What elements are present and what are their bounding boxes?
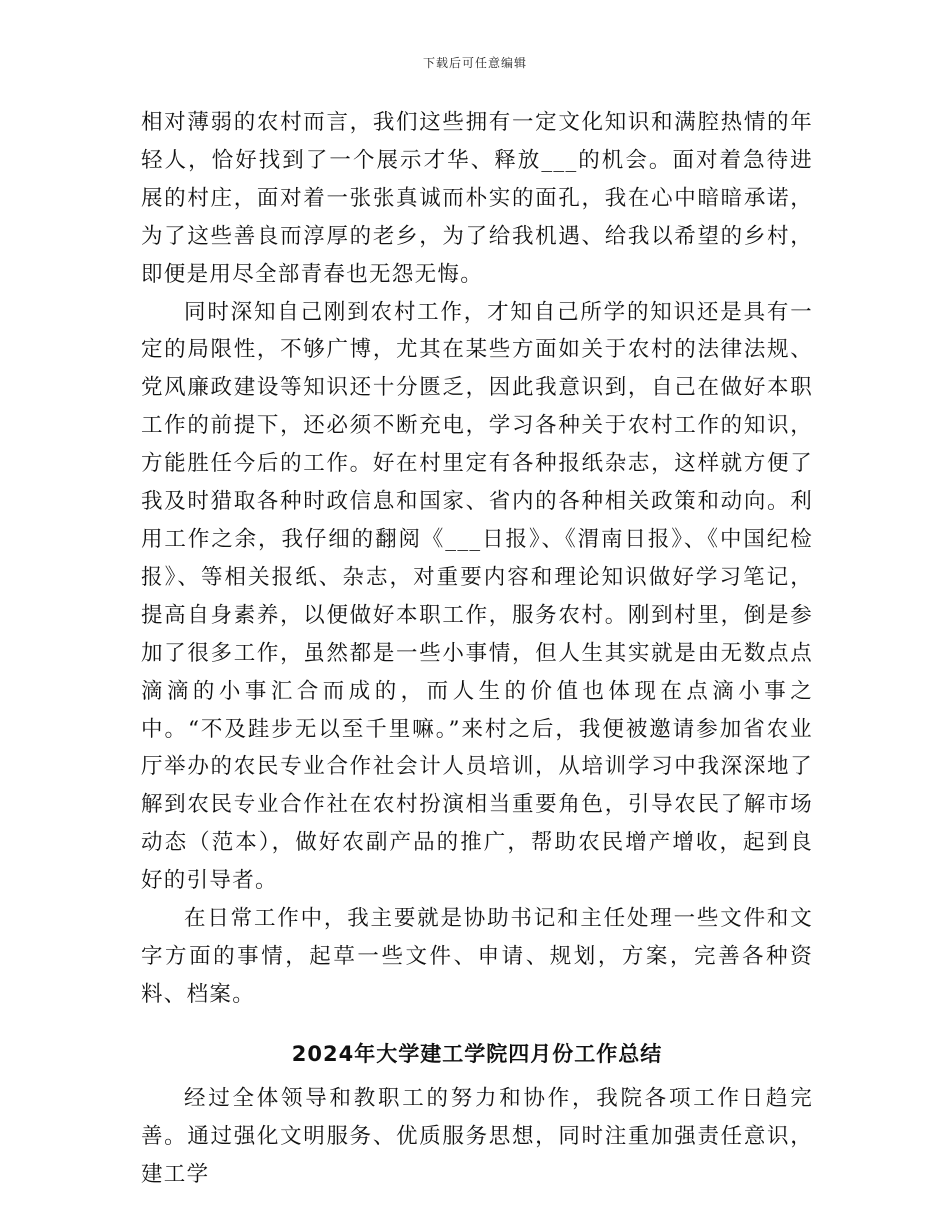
- paragraph-daily-work: 在日常工作中，我主要就是协助书记和主任处理一些文件和文字方面的事情，起草一些文件、申请、规划，方案，完善各种资料、档案。: [141, 906, 813, 1007]
- paragraph-continuation: 相对薄弱的农村而言，我们这些拥有一定文化知识和满腔热情的年轻人，恰好找到了一个展示才华、释放___的机会。面对着急待进展的村庄，面对着一张张真诚而朴实的面孔，我在心中暗暗承诺，为了这些善良而淳厚的老乡，为了给我机遇、给我以希望的乡村，即便是用尽全部青春也无怨无悔。: [141, 110, 813, 287]
- document-body: [141, 104, 813, 1193]
- paragraph-section-intro: 经过全体领导和教职工的努力和协作，我院各项工作日趋完善。通过强化文明服务、优质服务思想，同时注重加强责任意识，建工学: [141, 1085, 813, 1187]
- page-header-note: 下载后可任意编辑: [422, 56, 527, 70]
- section-title: 2024年大学建工学院四月份工作总结: [291, 1041, 663, 1066]
- paragraph-learning: 同时深知自己刚到农村工作，才知自己所学的知识还是具有一定的局限性，不够广博，尤其在某些方面如关于农村的法律法规、党风廉政建设等知识还十分匮乏，因此我意识到，自己在做好本职工作的前提下，还必须不断充电，学习各种关于农村工作的知识，方能胜任今后的工作。好在村里定有各种报纸杂志，这样就方便了我及时猎取各种时政信息和国家、省内的各种相关政策和动向。利用工作之余，我仔细的翻阅《___日报》、《渭南日报》、《中国纪检报》、等相关报纸、杂志，对重要内容和理论知识做好学习笔记，提高自身素养，以便做好本职工作，服务农村。刚到村里，倒是参加了很多工作，虽然都是一些小事情，但人生其实就是由无数点点滴滴的小事汇合而成的，而人生的价值也体现在点滴小事之中。“不及跬步无以至千里嘛。”来村之后，我便被邀请参加省农业厅举办的农民专业合作社会计人员培训，从培训学习中我深深地了解到农民专业合作社在农村扮演相当重要角色，引导农民了解市场动态（范本），做好农副产品的推广，帮助农民增产增收，起到良好的引导者。: [141, 299, 813, 894]
